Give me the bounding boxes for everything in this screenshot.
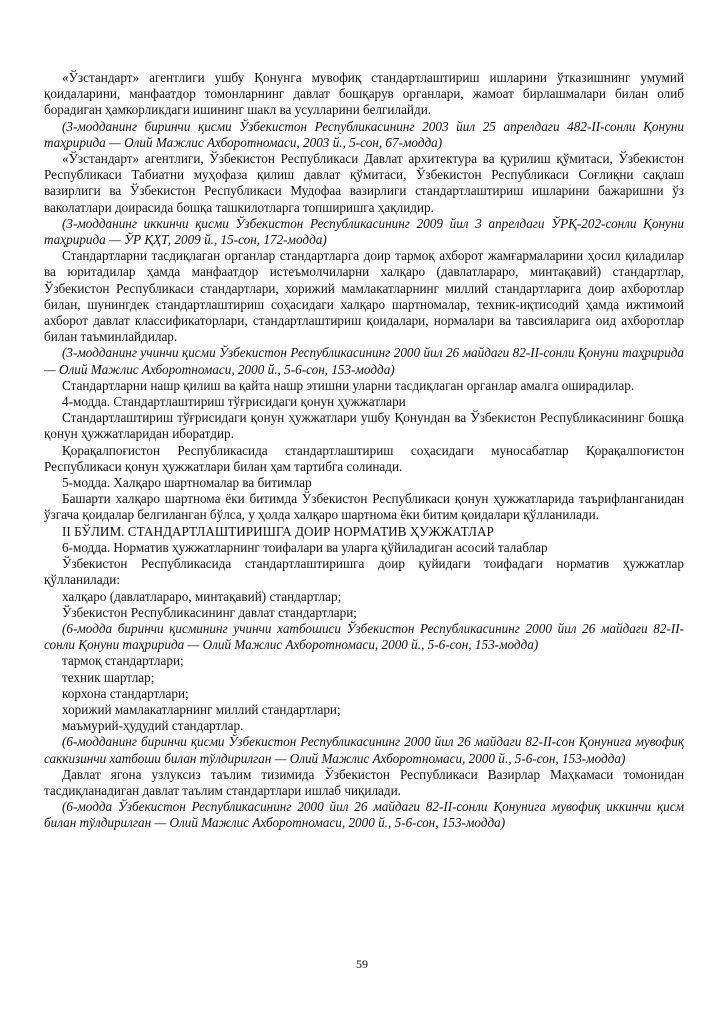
paragraph: «Ўзстандарт» агентлиги ушбу Қонунга мувофиқ стандартлаштириш ишларини ўтказишнинг умумий қоидаларини, манфаатдор томонларнинг давлат бошқарув органлари, жамоат бирлашмалари билан олиб борадиган ҳамкорликдаги ишининг шакл ва усулларини белгилайди. [44,70,684,118]
paragraph: Стандартлаштириш тўғрисидаги қонун ҳужжатлари ушбу Қонундан ва Ўзбекистон Республикасининг бошқа қонун ҳужжатларидан иборатдир. [44,410,684,442]
paragraph: Башарти халқаро шартнома ёки битимда Ўзбекистон Республикаси қонун ҳужжатларида таърифланганидан ўзгача қоидалар белгиланган бўлса, у ҳолда халқаро шартнома ёки битим қоидалари қўлланилади. [44,491,684,523]
amendment-note: (6-модданинг биринчи қисми Ўзбекистон Республикасининг 2000 йил 26 майдаги 82-II-сон Қонунига мувофиқ саккизинчи хатбоши билан тўлдирилган — Олий Мажлис Ахборотномаси, 2000 й., 5-6-сон, 153-модда) [44,734,684,766]
list-item: халқаро (давлатлараро, минтақавий) стандартлар; [62,588,342,604]
document-page [44,70,684,832]
paragraph: Ўзбекистон Республикасида стандартлаштиришга доир қуйидаги тоифадаги норматив ҳужжатлар қўлланилади: [44,556,684,588]
paragraph: Стандартларни тасдиқлаган органлар стандартларга доир тармоқ ахборот жамғармаларини ҳосил қиладилар ва юритадилар ҳамда манфаатдор истеъмолчиларни халқаро (давлатлараро, минтақавий) стандартлар, Ўзбекистон Республикаси стандартлари, хорижий мамлакатларнинг миллий стандартларига доир ахборотлар билан, шунингдек стандартлаштириш соҳасидаги халқаро шартномалар, техник-иқтисодий ҳамда ижтимоий ахборот давлат классификаторлари, стандартлаштириш қоидалари, нормалари ва тавсияларига оид ахборотлар билан таъминлайдилар. [44,248,684,345]
list-item: корхона стандартлари; [62,685,189,701]
paragraph: Давлат ягона узлуксиз таълим тизимида Ўзбекистон Республикаси Вазирлар Маҳкамаси томонидан тасдиқланадиган давлат таълим стандартлари ишлаб чиқилади. [44,766,684,798]
amendment-note: (3-модданинг учинчи қисми Ўзбекистон Республикасининг 2000 йил 26 майдаги 82-II-сонли Қонуни таҳририда — Олий Мажлис Ахборотномаси, 2000 й., 5-6-сон, 153-модда) [44,345,684,377]
section-heading: II БЎЛИМ. СТАНДАРТЛАШТИРИШГА ДОИР НОРМАТИВ ҲУЖЖАТЛАР [62,523,494,539]
paragraph: «Ўзстандарт» агентлиги, Ўзбекистон Республикаси Давлат архитектура ва қурилиш қўмитаси, Ўзбекистон Республикаси Табиатни муҳофаза қилиш давлат қўмитаси, Ўзбекистон Республикаси Соғлиқни сақлаш вазирлиги ва Ўзбекистон Республикаси Мудофаа вазирлиги стандартлаштириш ишларини бажаришни ўз ваколатлари доирасида бошқа ташкилотларга топширишга ҳақлидир. [44,151,684,215]
article-heading: 4-модда. Стандартлаштириш тўғрисидаги қонун ҳужжатлари [62,394,406,410]
paragraph: Қорақалпоғистон Республикасида стандартлаштириш соҳасидаги муносабатлар Қорақалпоғистон Республикаси қонун ҳужжатлари билан ҳам тартибга солинади. [44,442,684,474]
list-item: техник шартлар; [62,669,155,685]
amendment-note: (6-модда Ўзбекистон Республикасининг 2000 йил 26 майдаги 82-II-сонли Қонунига мувофиқ иккинчи қисм билан тўлдирилган — Олий Мажлис Ахборотномаси, 2000 й., 5-6-сон, 153-модда) [44,799,684,831]
paragraph: Стандартларни нашр қилиш ва қайта нашр этишни уларни тасдиқлаган органлар амалга оширадилар. [62,377,635,393]
amendment-note: (3-модданинг биринчи қисми Ўзбекистон Республикасининг 2003 йил 25 апрелдаги 482-II-сонли Қонуни таҳририда — Олий Мажлис Ахборотномаси, 2003 й., 5-сон, 67-модда) [44,118,684,150]
amendment-note: (3-модданинг иккинчи қисми Ўзбекистон Республикасининг 2009 йил 3 апрелдаги ЎРҚ-202-сонли Қонуни таҳририда — ЎР ҚҲТ, 2009 й., 15-сон, 172-модда) [44,215,684,248]
article-heading: 5-модда. Халқаро шартномалар ва битимлар [62,475,312,491]
list-item: маъмурий-ҳудудий стандартлар. [62,718,244,734]
article-heading: 6-модда. Норматив ҳужжатларнинг тоифалари ва уларга қўйиладиган асосий талаблар [62,539,548,555]
list-item: хорижий мамлакатларнинг миллий стандартлари; [62,701,341,717]
list-item: Ўзбекистон Республикасининг давлат стандартлари; [62,604,357,620]
amendment-note: (6-модда биринчи қисмининг учинчи хатбошиси Ўзбекистон Республикасининг 2000 йил 26 майдаги 82-II-сонли Қонуни таҳририда — Олий Мажлис Ахборотномаси, 2000 й., 5-6-сон, 153-модда) [44,620,684,653]
list-item: тармоқ стандартлари; [62,653,184,669]
page-number: 59 [356,957,368,971]
